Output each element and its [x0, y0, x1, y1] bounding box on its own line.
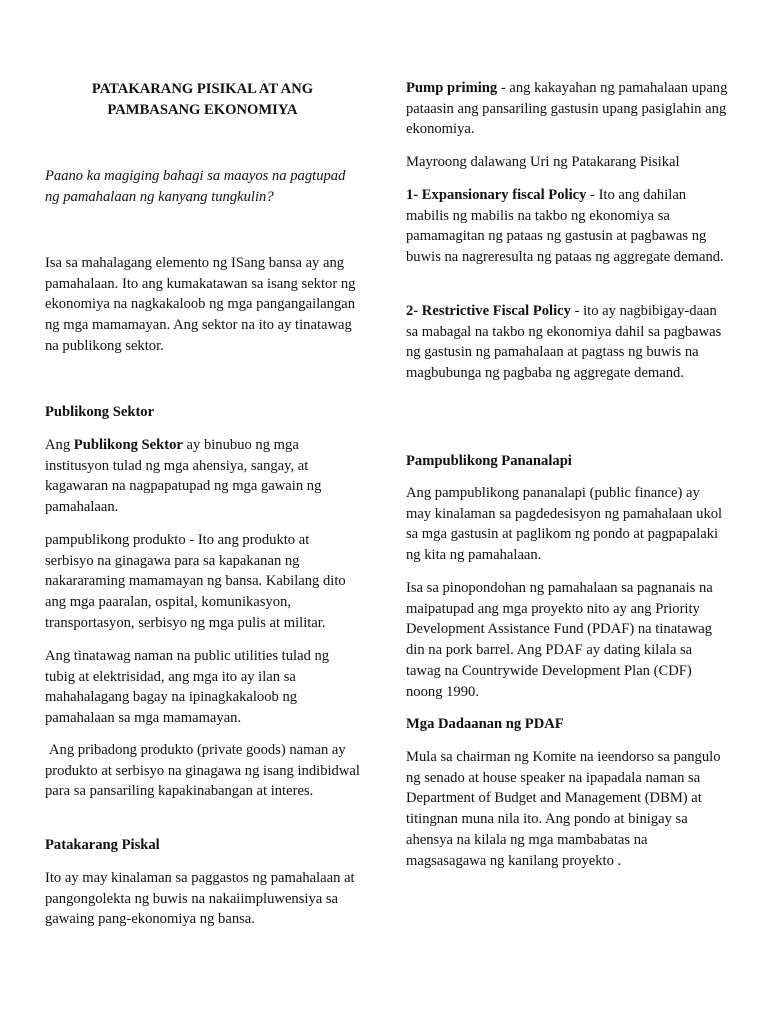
- heading-pampublikong-pananalapi: [406, 451, 728, 472]
- pdaf-paragraph: Isa sa pinopondohan ng pamahalaan sa pagnanais na maipatupad ang mga proyekto nito ay ang Priority Development Assistance Fund (PDAF) na tinatawag din na pork barrel. Ang PDAF ay dating kilala sa tawag na Countrywide Development Plan (CDF) noong 1990.: [406, 580, 713, 700]
- restrictive-policy-definition: - ito ay nagbibigay-daan sa mabagal na takbo ng ekonomiya dahil sa pagbawas ng gastusin ng pamahalaan at pagtass ng buwis na magbubunga ng pagbaba ng aggregate demand.: [406, 303, 722, 382]
- pump-priming-term: Pump priming: [406, 80, 498, 96]
- pump-priming-paragraph: [406, 78, 728, 140]
- expansionary-policy-definition: - Ito ang dahilan mabilis ng mabilis na takbo ng ekonomiya sa pamamagitan ng pataas ng gastusin at pagbawas ng buwis na nagreresulta ng pataas ng aggregate demand.: [406, 187, 724, 266]
- expansionary-policy-paragraph: [406, 185, 728, 268]
- dadaanan-paragraph: Mula sa chairman ng Komite na ieendorso sa pangulo ng senado at house speaker na ipapadala naman sa Department of Budget and Management (DBM) at titingnan muna nila ito. Ang pondo at binigay sa ahensya na kilala ng mga mambabatas na magsasagawa ng kanilang proyekto .: [406, 749, 721, 869]
- publikong-sektor-paragraph: [45, 435, 360, 518]
- ps-bold-term: Publikong Sektor: [73, 437, 183, 453]
- heading-dadaanan-pdaf: [406, 714, 728, 735]
- guiding-question: [45, 166, 360, 207]
- ps-prefix: Ang: [45, 437, 74, 453]
- heading-publikong-sektor-text: Publikong Sektor: [45, 404, 155, 420]
- heading-pampublikong-pananalapi-text: Pampublikong Pananalapi: [406, 453, 572, 469]
- private-goods-paragraph: Ang pribadong produkto (private goods) naman ay produkto at serbisyo na ginagawa ng isang indibidwal para sa pansariling kapakinabangan at interes.: [45, 742, 360, 800]
- dalawang-uri-paragraph: Mayroong dalawang Uri ng Patakarang Pisikal: [406, 154, 680, 170]
- expansionary-policy-term: 1- Expansionary fiscal Policy: [406, 187, 587, 203]
- guiding-question-text: Paano ka magiging bahagi sa maayos na pagtupad ng pamahalaan ng kanyang tungkulin?: [45, 168, 346, 205]
- document-title: PATAKARANG PISIKAL AT ANG PAMBASANG EKONOMIYA: [91, 81, 314, 118]
- heading-dadaanan-pdaf-text: Mga Dadaanan ng PDAF: [406, 716, 564, 732]
- restrictive-policy-paragraph: [406, 301, 728, 384]
- heading-publikong-sektor: [45, 402, 360, 423]
- restrictive-policy-term: 2- Restrictive Fiscal Policy: [406, 303, 571, 319]
- heading-patakarang-piskal: [45, 835, 360, 856]
- public-utilities-paragraph: Ang tinatawag naman na public utilities tulad ng tubig at elektrisidad, ang mga ito ay ilan sa mahahalagang bagay na ipinagkakaloob ng pamahalaan sa mga mamamayan.: [45, 648, 330, 727]
- patakarang-piskal-paragraph: Ito ay may kinalaman sa paggastos ng pamahalaan at pangongolekta ng buwis na nakaiimpluwensiya sa gawaing pang-ekonomiya ng bansa.: [45, 870, 355, 928]
- pump-priming-definition: - ang kakayahan ng pamahalaan upang pataasin ang pansariling gastusin upang pasiglahin ang ekonomiya.: [406, 80, 728, 138]
- pananalapi-paragraph: Ang pampublikong pananalapi (public finance) ay may kinalaman sa pagdedesisyon ng pamahalaan ukol sa mga gastusin at paglikom ng pondo at pagpapalaki ng kita ng pamahalaan.: [406, 485, 723, 564]
- ps-rest: ay binubuo ng mga institusyon tulad ng mga ahensiya, sangay, at kagawaran na nagpapatupad ng mga gawain ng pamahalaan.: [45, 437, 322, 516]
- intro-paragraph: Isa sa mahalagang elemento ng ISang bansa ay ang pamahalaan. Ito ang kumakatawan sa isang sektor ng ekonomiya na nagkakaloob ng mga pangangailangan ng mga mamamayan. Ang sektor na ito ay tinatawag na publikong sektor.: [45, 255, 356, 354]
- pampublikong-produkto-paragraph: pampublikong produkto - Ito ang produkto at serbisyo na ginagawa para sa kapakanan ng nakararaming mamamayan ng bansa. Kabilang dito ang mga paaralan, ospital, komunikasyon, transportasyon, serbisyo ng mga pulis at militar.: [45, 532, 346, 631]
- heading-patakarang-piskal-text: Patakarang Piskal: [45, 837, 160, 853]
